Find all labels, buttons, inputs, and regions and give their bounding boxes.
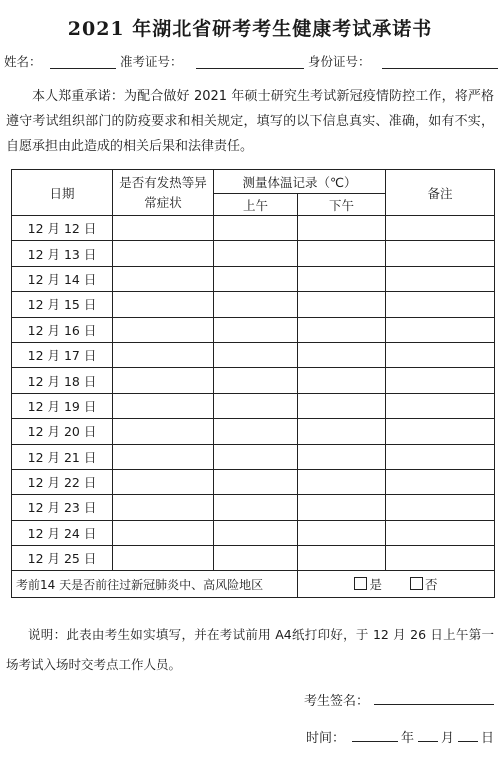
header-remark: 备注 bbox=[386, 170, 495, 216]
yes-option[interactable] bbox=[354, 575, 382, 593]
table-row bbox=[12, 469, 495, 494]
remark-cell[interactable] bbox=[386, 266, 495, 291]
yes-label: 是 bbox=[369, 577, 382, 593]
yes-checkbox[interactable] bbox=[354, 577, 367, 590]
table-row bbox=[12, 317, 495, 342]
year-field[interactable] bbox=[352, 741, 398, 742]
fever-cell[interactable] bbox=[113, 520, 214, 545]
afternoon-temp-cell[interactable] bbox=[298, 393, 386, 418]
candidate-info-row bbox=[4, 52, 498, 72]
year-label: 年 bbox=[401, 731, 415, 746]
fever-cell[interactable] bbox=[113, 317, 214, 342]
afternoon-temp-cell[interactable] bbox=[298, 368, 386, 393]
instruction-note bbox=[6, 620, 494, 680]
note-text: 说明：此表由考生如实填写，并在考试前用 A4纸打印好，于 12 月 26 日上午第一场考试入场时交考点工作人员。 bbox=[6, 627, 494, 672]
remark-cell[interactable] bbox=[386, 216, 495, 241]
pledge-paragraph bbox=[6, 84, 494, 159]
date-cell: 12 月 23 日 bbox=[12, 495, 113, 520]
morning-temp-cell[interactable] bbox=[214, 317, 298, 342]
fever-cell[interactable] bbox=[113, 444, 214, 469]
remark-cell[interactable] bbox=[386, 495, 495, 520]
fever-cell[interactable] bbox=[113, 368, 214, 393]
table-row bbox=[12, 292, 495, 317]
fever-cell[interactable] bbox=[113, 419, 214, 444]
morning-temp-cell[interactable] bbox=[214, 342, 298, 367]
date-cell: 12 月 18 日 bbox=[12, 368, 113, 393]
afternoon-temp-cell[interactable] bbox=[298, 444, 386, 469]
fever-cell[interactable] bbox=[113, 292, 214, 317]
remark-cell[interactable] bbox=[386, 342, 495, 367]
date-cell: 12 月 16 日 bbox=[12, 317, 113, 342]
table-row bbox=[12, 342, 495, 367]
fever-cell[interactable] bbox=[113, 546, 214, 571]
no-checkbox[interactable] bbox=[410, 577, 423, 590]
afternoon-temp-cell[interactable] bbox=[298, 520, 386, 545]
afternoon-temp-cell[interactable] bbox=[298, 495, 386, 520]
pledge-text: 本人郑重承诺：为配合做好 2021 年硕士研究生考试新冠疫情防控工作，将严格遵守考试组织部门的防疫要求和相关规定，填写的以下信息真实、准确，如有不实，自愿承担由此造成的相关后果和法律责任。 bbox=[6, 89, 494, 154]
header-morning: 上午 bbox=[214, 194, 298, 216]
afternoon-temp-cell[interactable] bbox=[298, 546, 386, 571]
morning-temp-cell[interactable] bbox=[214, 546, 298, 571]
table-row bbox=[12, 266, 495, 291]
morning-temp-cell[interactable] bbox=[214, 266, 298, 291]
morning-temp-cell[interactable] bbox=[214, 393, 298, 418]
table-row bbox=[12, 368, 495, 393]
morning-temp-cell[interactable] bbox=[214, 368, 298, 393]
exam-id-field[interactable] bbox=[196, 68, 304, 69]
table-row bbox=[12, 495, 495, 520]
remark-cell[interactable] bbox=[386, 546, 495, 571]
header-afternoon: 下午 bbox=[298, 194, 386, 216]
table-row bbox=[12, 520, 495, 545]
fever-cell[interactable] bbox=[113, 469, 214, 494]
name-field[interactable] bbox=[50, 68, 116, 69]
exam-id-label: 准考证号： bbox=[120, 54, 183, 69]
remark-cell[interactable] bbox=[386, 317, 495, 342]
remark-cell[interactable] bbox=[386, 292, 495, 317]
remark-cell[interactable] bbox=[386, 469, 495, 494]
table-row bbox=[12, 419, 495, 444]
afternoon-temp-cell[interactable] bbox=[298, 317, 386, 342]
fever-cell[interactable] bbox=[113, 393, 214, 418]
morning-temp-cell[interactable] bbox=[214, 419, 298, 444]
afternoon-temp-cell[interactable] bbox=[298, 419, 386, 444]
fever-cell[interactable] bbox=[113, 241, 214, 266]
date-cell: 12 月 20 日 bbox=[12, 419, 113, 444]
id-card-field[interactable] bbox=[382, 68, 498, 69]
date-cell: 12 月 14 日 bbox=[12, 266, 113, 291]
remark-cell[interactable] bbox=[386, 419, 495, 444]
table-row bbox=[12, 444, 495, 469]
morning-temp-cell[interactable] bbox=[214, 292, 298, 317]
table-row bbox=[12, 216, 495, 241]
header-temperature: 测量体温记录（℃） bbox=[214, 170, 386, 194]
header-fever: 是否有发热等异常症状 bbox=[113, 170, 214, 216]
remark-cell[interactable] bbox=[386, 368, 495, 393]
remark-cell[interactable] bbox=[386, 393, 495, 418]
risk-area-row bbox=[12, 571, 495, 598]
morning-temp-cell[interactable] bbox=[214, 216, 298, 241]
fever-cell[interactable] bbox=[113, 495, 214, 520]
table-row bbox=[12, 241, 495, 266]
risk-area-options bbox=[298, 571, 495, 598]
morning-temp-cell[interactable] bbox=[214, 469, 298, 494]
date-cell: 12 月 12 日 bbox=[12, 216, 113, 241]
fever-cell[interactable] bbox=[113, 342, 214, 367]
date-cell: 12 月 24 日 bbox=[12, 520, 113, 545]
remark-cell[interactable] bbox=[386, 241, 495, 266]
remark-cell[interactable] bbox=[386, 520, 495, 545]
month-label: 月 bbox=[441, 731, 455, 746]
afternoon-temp-cell[interactable] bbox=[298, 266, 386, 291]
morning-temp-cell[interactable] bbox=[214, 495, 298, 520]
date-cell: 12 月 15 日 bbox=[12, 292, 113, 317]
date-cell: 12 月 13 日 bbox=[12, 241, 113, 266]
no-option[interactable] bbox=[410, 575, 438, 593]
fever-cell[interactable] bbox=[113, 266, 214, 291]
afternoon-temp-cell[interactable] bbox=[298, 241, 386, 266]
signature-label: 考生签名： bbox=[304, 694, 370, 709]
table-row bbox=[12, 546, 495, 571]
date-cell: 12 月 19 日 bbox=[12, 393, 113, 418]
risk-area-question: 考前14 天是否前往过新冠肺炎中、高风险地区 bbox=[12, 571, 298, 598]
date-cell: 12 月 21 日 bbox=[12, 444, 113, 469]
signature-field[interactable] bbox=[374, 704, 494, 705]
afternoon-temp-cell[interactable] bbox=[298, 292, 386, 317]
date-cell: 12 月 22 日 bbox=[12, 469, 113, 494]
health-record-table bbox=[11, 169, 495, 598]
morning-temp-cell[interactable] bbox=[214, 444, 298, 469]
name-label: 姓名： bbox=[4, 54, 42, 69]
afternoon-temp-cell[interactable] bbox=[298, 216, 386, 241]
fever-cell[interactable] bbox=[113, 216, 214, 241]
afternoon-temp-cell[interactable] bbox=[298, 469, 386, 494]
afternoon-temp-cell[interactable] bbox=[298, 342, 386, 367]
date-cell: 12 月 17 日 bbox=[12, 342, 113, 367]
date-label: 时间： bbox=[306, 731, 346, 746]
id-card-label: 身份证号： bbox=[308, 54, 371, 69]
no-label: 否 bbox=[425, 577, 438, 593]
day-label: 日 bbox=[481, 731, 495, 746]
day-field[interactable] bbox=[458, 741, 478, 742]
remark-cell[interactable] bbox=[386, 444, 495, 469]
table-row bbox=[12, 393, 495, 418]
header-date: 日期 bbox=[12, 170, 113, 216]
date-cell: 12 月 25 日 bbox=[12, 546, 113, 571]
document-title: 2021 年湖北省研考考生健康考试承诺书 bbox=[67, 18, 433, 40]
month-field[interactable] bbox=[418, 741, 438, 742]
morning-temp-cell[interactable] bbox=[214, 241, 298, 266]
morning-temp-cell[interactable] bbox=[214, 520, 298, 545]
